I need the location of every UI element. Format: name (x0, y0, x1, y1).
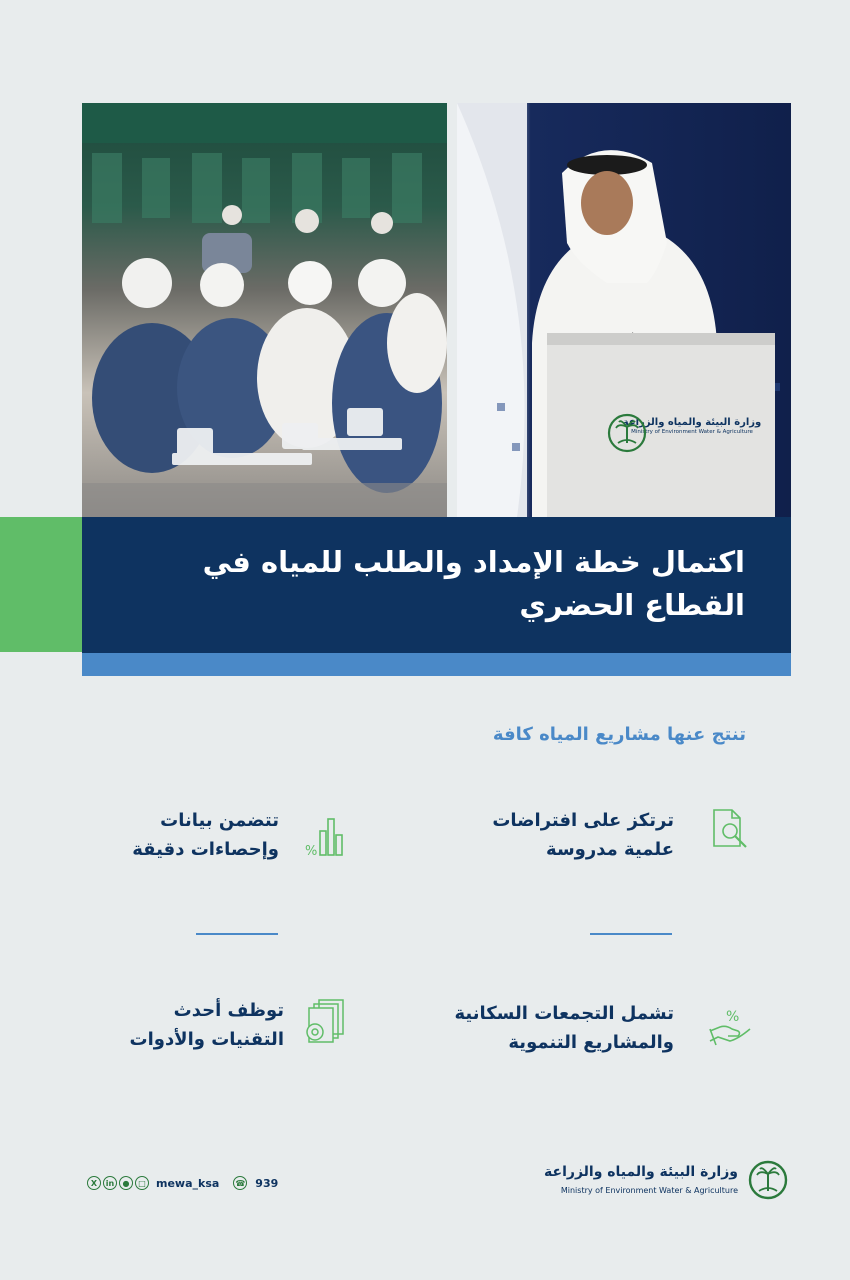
feature-line: التقنيات والأدوات (129, 1029, 284, 1050)
page-title: اكتمال خطة الإمداد والطلب للمياه في القطاع الحضري (202, 545, 745, 622)
ministry-name-en: Ministry of Environment Water & Agriculture (560, 1186, 738, 1195)
instagram-icon[interactable]: □ (135, 1176, 149, 1190)
svg-text:%: % (305, 844, 318, 857)
feature-line: ترتكز على افتراضات (492, 810, 674, 831)
feature-line: تشمل التجمعات السكانية (454, 1003, 674, 1024)
feature-line: توظف أحدث (173, 1000, 284, 1021)
audience-photo (82, 103, 447, 517)
x-icon[interactable]: X (87, 1176, 101, 1190)
ministry-name-ar: وزارة البيئة والمياه والزراعة (544, 1164, 738, 1180)
podium-logo-en: Ministry of Environment Water & Agriculture (631, 429, 753, 435)
podium-logo (607, 413, 777, 435)
feature-communities-projects (454, 999, 674, 1057)
feature-accurate-data (132, 806, 279, 864)
svg-text:%: % (726, 1009, 740, 1025)
social-handle[interactable]: mewa_ksa (156, 1176, 220, 1190)
accent-blue-strip (82, 653, 791, 676)
palm-emblem-icon (748, 1160, 788, 1200)
snapchat-icon[interactable]: ● (119, 1176, 133, 1190)
title-banner (82, 517, 791, 653)
phone-icon: ☎ (233, 1176, 247, 1190)
document-magnifier-icon (710, 808, 750, 850)
feature-line: وإحصاءات دقيقة (132, 839, 279, 860)
subtitle: تنتج عنها مشاريع المياه كافة (492, 724, 746, 745)
documents-gear-icon (301, 998, 347, 1046)
ministry-logo (544, 1158, 788, 1202)
palm-emblem-icon (607, 413, 647, 453)
hand-percent-icon (708, 1005, 754, 1047)
feature-line: علمية مدروسة (546, 839, 674, 860)
phone-number[interactable]: 939 (255, 1176, 279, 1190)
linkedin-icon[interactable]: in (103, 1176, 117, 1190)
feature-line: والمشاريع التنموية (508, 1032, 674, 1053)
divider (196, 933, 278, 935)
feature-line: تتضمن بيانات (160, 810, 279, 831)
feature-scientific-assumptions (492, 806, 674, 864)
podium-logo-ar: وزارة البيئة والمياه والزراعة (622, 417, 762, 428)
divider (590, 933, 672, 935)
accent-green-bar (0, 517, 82, 652)
speaker-photo (457, 103, 791, 517)
bar-chart-percent-icon (304, 815, 346, 857)
feature-latest-technologies (130, 996, 285, 1054)
social-links (87, 1174, 278, 1192)
